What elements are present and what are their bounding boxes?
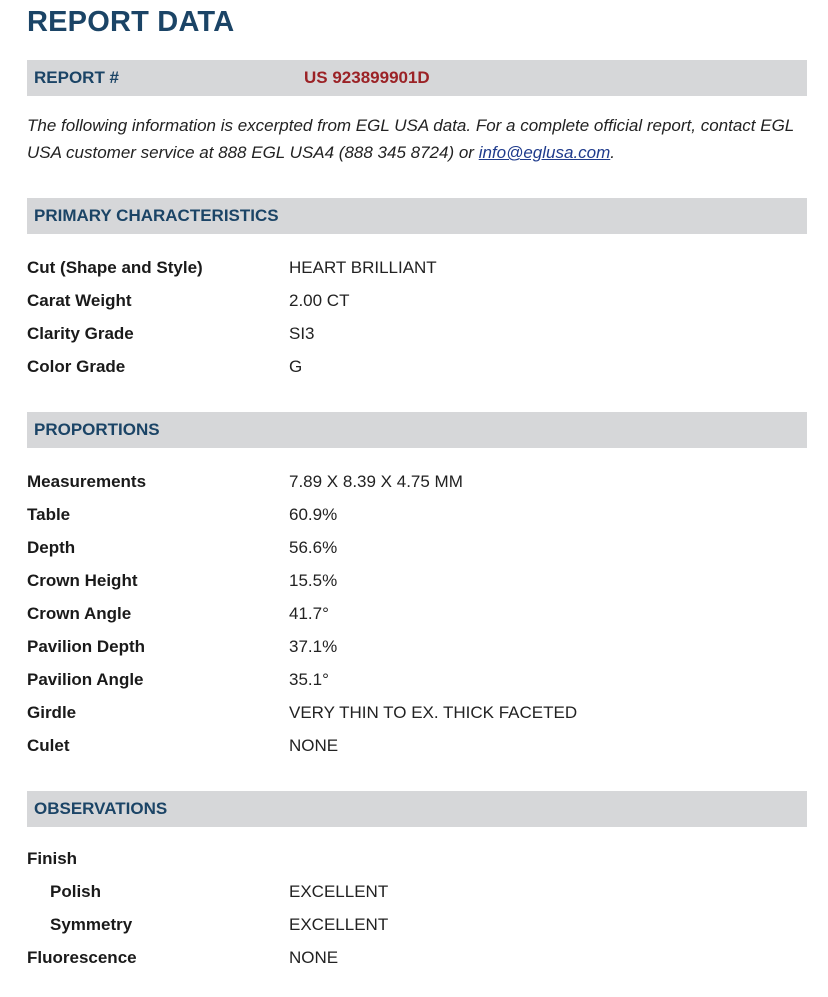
- row-label: Finish: [27, 848, 78, 868]
- primary-characteristics-list: [27, 234, 807, 383]
- section-spacer: [27, 762, 807, 791]
- page-title: REPORT DATA: [27, 6, 235, 38]
- data-row-table: [27, 498, 807, 531]
- data-row-fluorescence: [27, 941, 807, 974]
- data-row-cut: [27, 251, 807, 284]
- data-row-clarity-grade: [27, 317, 807, 350]
- row-label: Polish: [50, 881, 102, 901]
- primary-characteristics-header: [27, 198, 807, 234]
- report-number-label: REPORT #: [34, 68, 120, 87]
- data-row-color-grade: [27, 350, 807, 383]
- row-label: Measurements: [27, 471, 147, 491]
- row-value: 56.6%: [289, 537, 338, 557]
- row-label: Crown Height: [27, 570, 138, 590]
- row-label: Cut (Shape and Style): [27, 257, 203, 277]
- row-value: 41.7°: [289, 603, 329, 623]
- intro-text: The following information is excerpted from EGL USA data. For a complete official report, contact EGL USA customer service at 888 EGL USA4 (888 345 8724) or: [27, 116, 794, 162]
- report-page: [27, 0, 807, 974]
- data-row-crown-angle: [27, 597, 807, 630]
- data-row-finish: [27, 842, 807, 875]
- section-heading: OBSERVATIONS: [34, 799, 168, 818]
- row-value: 35.1°: [289, 669, 329, 689]
- proportions-list: [27, 448, 807, 762]
- row-label: Pavilion Angle: [27, 669, 144, 689]
- row-label: Clarity Grade: [27, 323, 134, 343]
- row-label: Carat Weight: [27, 290, 132, 310]
- row-label: Fluorescence: [27, 947, 137, 967]
- data-row-carat-weight: [27, 284, 807, 317]
- data-row-pavilion-depth: [27, 630, 807, 663]
- data-row-culet: [27, 729, 807, 762]
- row-value: VERY THIN TO EX. THICK FACETED: [289, 702, 578, 722]
- row-label: Color Grade: [27, 356, 126, 376]
- row-value: G: [289, 356, 303, 376]
- section-spacer: [27, 383, 807, 412]
- data-row-depth: [27, 531, 807, 564]
- row-value: 37.1%: [289, 636, 338, 656]
- email-link[interactable]: info@eglusa.com: [478, 143, 611, 162]
- report-number-value: US 923899901D: [304, 68, 430, 87]
- data-row-symmetry: [27, 908, 807, 941]
- row-label: Crown Angle: [27, 603, 132, 623]
- observations-list: [27, 827, 807, 974]
- row-value: NONE: [289, 735, 339, 755]
- intro-text-end: .: [610, 143, 616, 162]
- row-value: SI3: [289, 323, 315, 343]
- row-label: Depth: [27, 537, 76, 557]
- data-row-measurements: [27, 465, 807, 498]
- section-heading: PROPORTIONS: [34, 420, 160, 439]
- row-label: Symmetry: [50, 914, 133, 934]
- row-label: Culet: [27, 735, 70, 755]
- row-value: EXCELLENT: [289, 914, 389, 934]
- row-value: 15.5%: [289, 570, 338, 590]
- proportions-header: [27, 412, 807, 448]
- data-row-pavilion-angle: [27, 663, 807, 696]
- intro-paragraph: [27, 96, 807, 198]
- row-label: Pavilion Depth: [27, 636, 146, 656]
- row-value: HEART BRILLIANT: [289, 257, 437, 277]
- section-heading: PRIMARY CHARACTERISTICS: [34, 206, 279, 225]
- data-row-polish: [27, 875, 807, 908]
- observations-header: [27, 791, 807, 827]
- row-value: 2.00 CT: [289, 290, 350, 310]
- report-number-bar: [27, 60, 807, 96]
- data-row-crown-height: [27, 564, 807, 597]
- row-value: NONE: [289, 947, 339, 967]
- row-value: EXCELLENT: [289, 881, 389, 901]
- data-row-girdle: [27, 696, 807, 729]
- row-label: Table: [27, 504, 71, 524]
- row-value: 7.89 X 8.39 X 4.75 MM: [289, 471, 463, 491]
- row-label: Girdle: [27, 702, 77, 722]
- row-value: 60.9%: [289, 504, 338, 524]
